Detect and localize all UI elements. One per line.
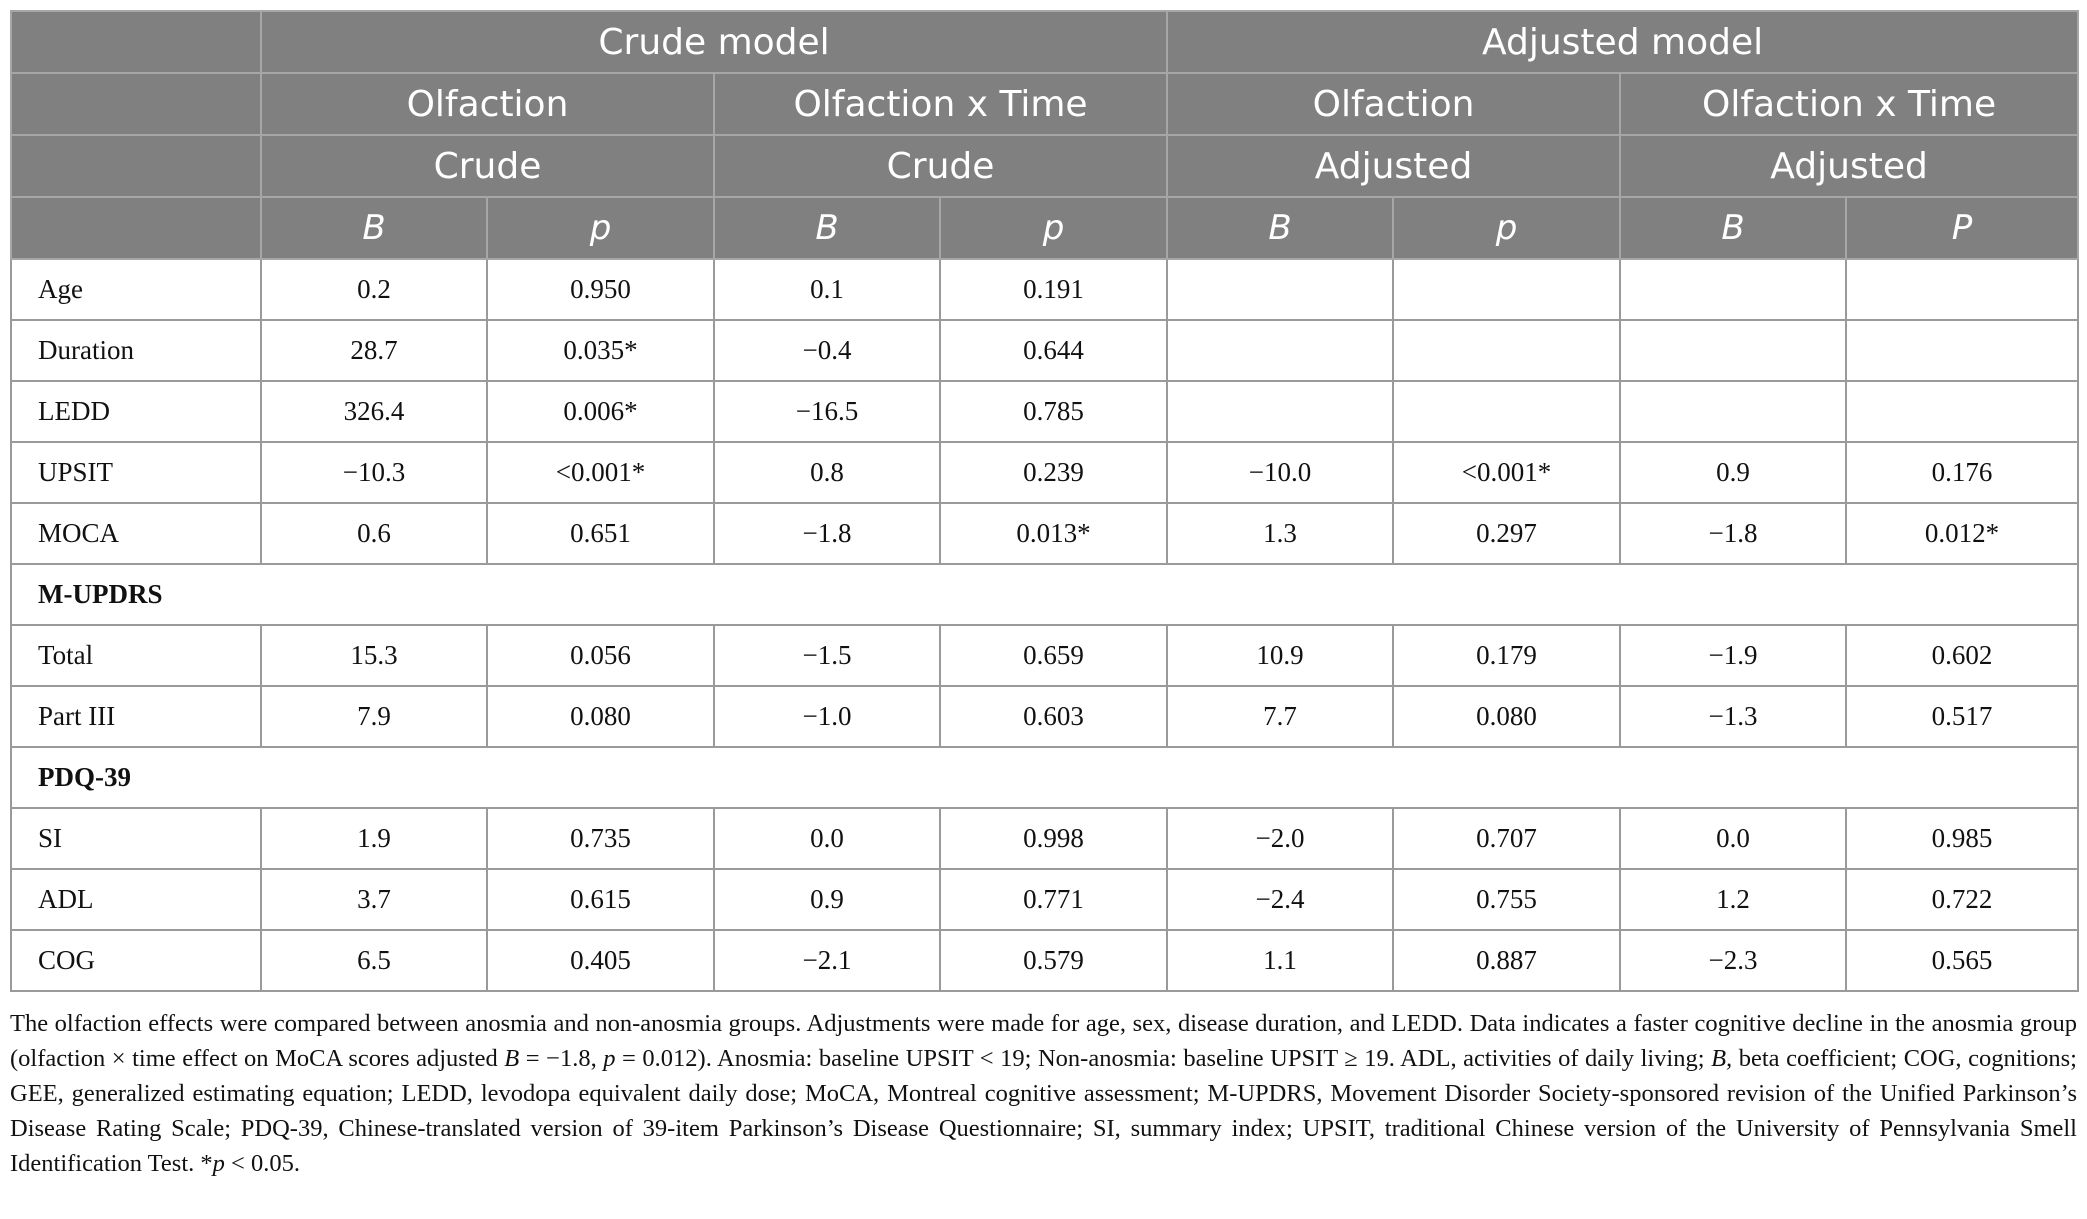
table-cell: 0.8	[714, 442, 940, 503]
header-crude-model: Crude model	[261, 11, 1167, 73]
footnote-italic: B,	[1711, 1045, 1733, 1072]
table-cell: −1.8	[714, 503, 940, 564]
header-row-model-type	[11, 135, 2078, 197]
table-cell: 0.0	[714, 808, 940, 869]
table-footnote	[10, 1006, 2077, 1181]
table-cell	[1846, 320, 2078, 381]
table-cell: 0.056	[487, 625, 714, 686]
table-cell: 1.9	[261, 808, 487, 869]
row-label: Duration	[11, 320, 261, 381]
table-cell	[1167, 259, 1393, 320]
table-cell: 1.1	[1167, 930, 1393, 991]
table-cell	[1393, 381, 1620, 442]
table-cell: −1.3	[1620, 686, 1846, 747]
table-cell: 0.771	[940, 869, 1167, 930]
table-cell: 0.785	[940, 381, 1167, 442]
table-cell: 1.2	[1620, 869, 1846, 930]
table-cell	[1846, 259, 2078, 320]
table-cell	[1393, 320, 1620, 381]
row-label: ADL	[11, 869, 261, 930]
section-row	[11, 564, 2078, 625]
table-cell: 0.517	[1846, 686, 2078, 747]
header-olfaction-time-adjusted: Olfaction x Time	[1620, 73, 2078, 135]
header-stat-p: p	[940, 197, 1167, 259]
table-cell: 0.080	[1393, 686, 1620, 747]
header-model-crude: Crude	[714, 135, 1167, 197]
table-cell: −2.0	[1167, 808, 1393, 869]
footnote-text: beta coefficient; COG, cognitions; GEE, generalized estimating equation; LEDD, levodopa equivalent daily dose; MoCA, Montreal cognitive assessment; M-UPDRS, Movement Disorder Society-sponsored revision of the Unified Parkinson’s Disease Rating Scale; PDQ-39, Chinese-translated version of 39-item Parkinson’s Disease Questionnaire; SI, summary index; UPSIT, traditional Chinese version of the University of Pennsylvania Smell Identification Test. *	[10, 1045, 2077, 1177]
table-cell	[1167, 381, 1393, 442]
table-cell: 7.7	[1167, 686, 1393, 747]
header-stat-p: p	[487, 197, 714, 259]
section-heading: M-UPDRS	[11, 564, 2078, 625]
table-cell	[1620, 259, 1846, 320]
footnote-italic: p	[212, 1150, 225, 1177]
header-corner	[11, 135, 261, 197]
header-model-adjusted: Adjusted	[1620, 135, 2078, 197]
table-cell: 0.9	[714, 869, 940, 930]
header-row-model-groups	[11, 11, 2078, 73]
table-cell: 0.735	[487, 808, 714, 869]
table-cell: 0.602	[1846, 625, 2078, 686]
table-cell	[1620, 381, 1846, 442]
table-cell: −1.9	[1620, 625, 1846, 686]
table-cell: <0.001*	[1393, 442, 1620, 503]
table-cell: −2.1	[714, 930, 940, 991]
table-cell	[1846, 381, 2078, 442]
row-label: SI	[11, 808, 261, 869]
table-cell: 0.887	[1393, 930, 1620, 991]
table-cell: 6.5	[261, 930, 487, 991]
table-cell: 28.7	[261, 320, 487, 381]
table-cell: −0.4	[714, 320, 940, 381]
table-cell	[1620, 320, 1846, 381]
table-cell: 0.2	[261, 259, 487, 320]
table-cell: 1.3	[1167, 503, 1393, 564]
table-row	[11, 686, 2078, 747]
table-cell: 0.012*	[1846, 503, 2078, 564]
table-cell: −10.3	[261, 442, 487, 503]
footnote-text: = 0.012). Anosmia: baseline UPSIT < 19; Non-anosmia: baseline UPSIT ≥ 19. ADL, activities of daily living;	[615, 1045, 1712, 1072]
footnote-italic: p	[603, 1045, 616, 1072]
table-cell: −1.5	[714, 625, 940, 686]
table-cell: 0.176	[1846, 442, 2078, 503]
table-row	[11, 625, 2078, 686]
table-cell: −1.8	[1620, 503, 1846, 564]
table-cell	[1393, 259, 1620, 320]
table-cell: 0.722	[1846, 869, 2078, 930]
table-cell: 0.755	[1393, 869, 1620, 930]
header-model-crude: Crude	[261, 135, 714, 197]
table-cell: 3.7	[261, 869, 487, 930]
table-cell: 0.985	[1846, 808, 2078, 869]
footnote-text: The olfaction effects were compared between anosmia and non-anosmia groups. Adjustments were made for age, sex, disease duration, and LEDD. Data indicates a faster cognitive decline in the anosmia group (olfaction × time effect on MoCA scores adjusted	[10, 1010, 2077, 1072]
table-cell: 7.9	[261, 686, 487, 747]
table-cell: 0.565	[1846, 930, 2078, 991]
table-cell: 15.3	[261, 625, 487, 686]
header-corner	[11, 11, 261, 73]
table-cell: 0.579	[940, 930, 1167, 991]
table-row	[11, 320, 2078, 381]
table-row	[11, 930, 2078, 991]
table-row	[11, 259, 2078, 320]
table-cell: 0.405	[487, 930, 714, 991]
table-cell: 0.013*	[940, 503, 1167, 564]
header-model-adjusted: Adjusted	[1167, 135, 1620, 197]
table-row	[11, 442, 2078, 503]
table-container	[10, 10, 2077, 1181]
table-cell: 0.6	[261, 503, 487, 564]
table-cell: 0.707	[1393, 808, 1620, 869]
header-corner	[11, 197, 261, 259]
table-row	[11, 381, 2078, 442]
table-cell: −1.0	[714, 686, 940, 747]
table-cell: −16.5	[714, 381, 940, 442]
header-stat-p: p	[1393, 197, 1620, 259]
row-label: UPSIT	[11, 442, 261, 503]
table-cell: 0.191	[940, 259, 1167, 320]
header-row-stats	[11, 197, 2078, 259]
row-label: MOCA	[11, 503, 261, 564]
table-row	[11, 869, 2078, 930]
table-cell: 0.9	[1620, 442, 1846, 503]
table-body	[11, 259, 2078, 991]
table-cell	[1167, 320, 1393, 381]
table-cell: <0.001*	[487, 442, 714, 503]
table-cell: 0.644	[940, 320, 1167, 381]
header-olfaction-crude: Olfaction	[261, 73, 714, 135]
header-stat-b: B	[1167, 197, 1393, 259]
table-row	[11, 503, 2078, 564]
header-stat-b: B	[261, 197, 487, 259]
table-cell: 0.297	[1393, 503, 1620, 564]
header-stat-b: B	[714, 197, 940, 259]
header-olfaction-time-crude: Olfaction x Time	[714, 73, 1167, 135]
header-stat-p: P	[1846, 197, 2078, 259]
row-label: COG	[11, 930, 261, 991]
header-corner	[11, 73, 261, 135]
row-label: LEDD	[11, 381, 261, 442]
table-cell: 0.950	[487, 259, 714, 320]
table-cell: 0.615	[487, 869, 714, 930]
table-cell: 0.080	[487, 686, 714, 747]
table-cell: 0.006*	[487, 381, 714, 442]
results-table	[10, 10, 2079, 992]
footnote-text: = −1.8,	[519, 1045, 604, 1072]
header-adjusted-model: Adjusted model	[1167, 11, 2078, 73]
table-cell: 0.659	[940, 625, 1167, 686]
section-row	[11, 747, 2078, 808]
row-label: Age	[11, 259, 261, 320]
table-cell: −2.4	[1167, 869, 1393, 930]
table-cell: 10.9	[1167, 625, 1393, 686]
table-row	[11, 808, 2078, 869]
table-cell: 326.4	[261, 381, 487, 442]
footnote-italic: B	[504, 1045, 520, 1072]
table-cell: −10.0	[1167, 442, 1393, 503]
table-cell: 0.1	[714, 259, 940, 320]
table-cell: 0.998	[940, 808, 1167, 869]
row-label: Part III	[11, 686, 261, 747]
table-cell: 0.035*	[487, 320, 714, 381]
table-cell: 0.179	[1393, 625, 1620, 686]
table-cell: 0.651	[487, 503, 714, 564]
header-stat-b: B	[1620, 197, 1846, 259]
row-label: Total	[11, 625, 261, 686]
section-heading: PDQ-39	[11, 747, 2078, 808]
table-cell: 0.0	[1620, 808, 1846, 869]
header-row-effects	[11, 73, 2078, 135]
table-cell: −2.3	[1620, 930, 1846, 991]
table-cell: 0.239	[940, 442, 1167, 503]
footnote-text: < 0.05.	[224, 1150, 300, 1177]
table-cell: 0.603	[940, 686, 1167, 747]
header-olfaction-adjusted: Olfaction	[1167, 73, 1620, 135]
